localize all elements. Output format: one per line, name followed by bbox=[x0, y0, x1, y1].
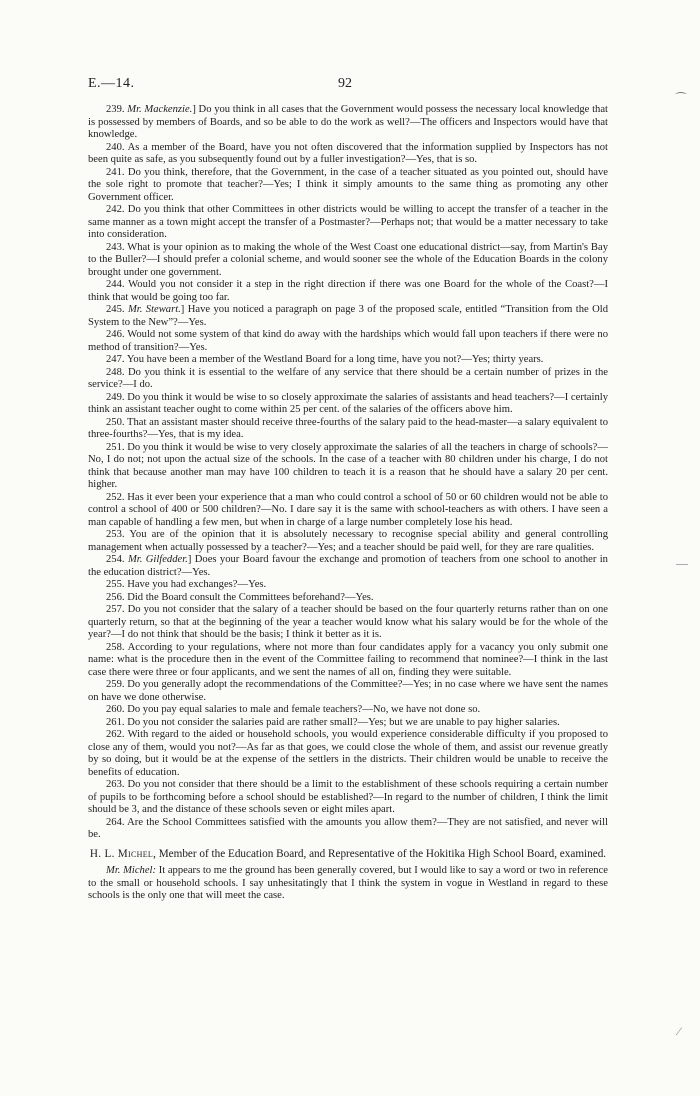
statement-speaker: Mr. Michel: bbox=[106, 865, 157, 876]
question-paragraph bbox=[88, 354, 608, 367]
question-text: Are the School Committees satisfied with the amounts you allow them?—They are not satisfied, and never will be. bbox=[88, 816, 608, 840]
question-text: Do you think in all cases that the Government would possess the necessary local knowledge that is possessed by members of Boards, and so be able to do the work as well?—The officers and Inspectors would have that knowledge. bbox=[88, 104, 608, 140]
question-text: Do you generally adopt the recommendations of the Committee?—Yes; in no case where we have sent the names on have we done otherwise. bbox=[88, 679, 608, 703]
question-paragraph bbox=[88, 242, 608, 280]
question-paragraph bbox=[88, 167, 608, 205]
question-paragraph bbox=[88, 392, 608, 417]
question-number: 239. bbox=[106, 104, 125, 115]
question-number: 258. bbox=[106, 641, 125, 653]
question-text: With regard to the aided or household schools, you would experience considerable difficulty if you proposed to close any of them, would you not?—As far as that goes, we could close the whole of them, and assist our revenue greatly by so doing, but it would be at the expense of the settlers in the districts. Their children would be unable to receive the benefits of education. bbox=[88, 729, 608, 778]
question-text: Do you not consider the salaries paid are rather small?—Yes; but we are unable to pay higher salaries. bbox=[127, 716, 560, 728]
question-number: 246. bbox=[106, 329, 125, 340]
speaker-name: Mr. Stewart. bbox=[127, 304, 181, 315]
question-text: As a member of the Board, have you not often discovered that the information supplied by Inspectors has not been quite as safe, as you subsequently found out by a fuller investigation?—Yes, that is so. bbox=[88, 141, 608, 165]
question-paragraph bbox=[88, 529, 608, 554]
question-text: Do you think that other Committees in other districts would be willing to accept the transfer of a teacher in the same manner as a town might accept the transfer of a Postmaster?—Perhaps not; that would be a matter necessary to take into consideration. bbox=[88, 204, 608, 240]
question-paragraph bbox=[88, 329, 608, 354]
speaker-name: Mr. Mackenzie. bbox=[127, 104, 193, 115]
question-paragraph bbox=[88, 729, 608, 779]
question-paragraph: 245. Mr. Stewart.] Have you noticed a paragraph on page 3 of the proposed scale, entitled “Transition from the Old System to the New”?—Yes. bbox=[88, 304, 608, 328]
witness-description: , Member of the Education Board, and Representative of the Hokitika High School Board, examined. bbox=[153, 847, 607, 860]
page-header bbox=[88, 76, 608, 98]
question-paragraph bbox=[88, 642, 608, 680]
document-page bbox=[88, 76, 608, 903]
question-text: Have you had exchanges?—Yes. bbox=[127, 579, 267, 590]
question-text: According to your regulations, where not more than four candidates apply for a vacancy you only submit one name: what is the procedure then in the event of the Committee failing to recommend that nominee?—I think in the last case there were three or four applicants, and we sent the names of all on, finding they were suitable. bbox=[88, 641, 608, 678]
question-paragraph bbox=[88, 604, 608, 642]
question-number: 251. bbox=[106, 441, 125, 453]
question-number: 240. bbox=[106, 141, 125, 153]
question-text: Do you think, therefore, that the Government, in the case of a teacher situated as you pointed out, should have the sole right to promote that teacher?—Yes; I think it simply amounts to the same thing as promoting any other Government officer. bbox=[88, 166, 608, 203]
question-text: Does your Board favour the exchange and promotion of teachers from one school to another in the education district?—Yes. bbox=[88, 554, 608, 578]
witness-statement bbox=[88, 865, 608, 903]
question-text: You are of the opinion that it is absolutely necessary to recognise special ability and general controlling management when actually possessed by a teacher?—Yes; and a teacher should be paid well, for they are rare qualities. bbox=[88, 529, 608, 553]
question-number: 254. bbox=[106, 554, 125, 565]
question-text: Did the Board consult the Committees beforehand?—Yes. bbox=[127, 591, 374, 603]
question-number: 243. bbox=[106, 241, 125, 253]
question-number: 255. bbox=[106, 579, 125, 590]
question-number: 248. bbox=[106, 366, 125, 378]
question-number: 242. bbox=[106, 204, 125, 215]
question-number: 244. bbox=[106, 279, 125, 290]
question-number: 262. bbox=[106, 729, 125, 740]
question-text: Have you noticed a paragraph on page 3 of the proposed scale, entitled “Transition from the Old System to the New”?—Yes. bbox=[88, 304, 608, 328]
question-paragraph bbox=[88, 367, 608, 392]
question-number: 260. bbox=[106, 704, 125, 715]
testimony-paragraphs bbox=[88, 104, 608, 842]
question-number: 261. bbox=[106, 716, 125, 728]
question-text: Do you think it would be wise to so closely approximate the salaries of assistants and head teachers?—I certainly think an assistant teacher ought to come within 25 per cent. of the salaries of the officers above him. bbox=[88, 391, 608, 415]
question-paragraph bbox=[88, 279, 608, 304]
question-paragraph bbox=[88, 717, 608, 730]
question-paragraph bbox=[88, 592, 608, 605]
question-number: 259. bbox=[106, 679, 125, 690]
question-number: 256. bbox=[106, 591, 125, 603]
question-number: 253. bbox=[106, 529, 125, 540]
question-text: Would you not consider it a step in the right direction if there was one Board for the whole of the Coast?—I think that would be going too far. bbox=[88, 279, 608, 303]
question-text: Do you pay equal salaries to male and female teachers?—No, we have not done so. bbox=[127, 704, 481, 715]
statement-text: It appears to me the ground has been generally covered, but I would like to say a word or two in reference to the small or household schools. I say unhesitatingly that I think the system in vogue in Westland in regard to these schools is the only one that will meet the case. bbox=[88, 865, 608, 901]
question-paragraph: 254. Mr. Gilfedder.] Does your Board favour the exchange and promotion of teachers from one school to another in the education district?—Yes. bbox=[88, 554, 608, 578]
speaker-name: Mr. Gilfedder. bbox=[127, 554, 188, 565]
margin-mark-top: ⁀ bbox=[676, 92, 686, 106]
page-number: 92 bbox=[338, 76, 352, 91]
question-paragraph bbox=[88, 679, 608, 704]
question-text: That an assistant master should receive three-fourths of the salary paid to the head-master—a salary equivalent to three-fourths?—Yes, that is my idea. bbox=[88, 416, 608, 440]
question-text: What is your opinion as to making the whole of the West Coast one educational district—say, from Martin's Bay to the Buller?—I should prefer a colonial scheme, and would sooner see the whole of the Education Boards in the colony brought under one government. bbox=[88, 241, 608, 278]
question-paragraph bbox=[88, 579, 608, 592]
section-code: E.—14. bbox=[88, 76, 135, 91]
question-text: Do you not consider that the salary of a teacher should be based on the four quarterly returns rather than on one quarterly return, so that at the beginning of the year a teacher would know what his salary would be for the whole of the year?—I do not think that should be the basis; I think it better as it is. bbox=[88, 604, 608, 640]
margin-mark-bottom: ⁄ bbox=[678, 1024, 681, 1038]
question-text: Do you not consider that there should be a limit to the establishment of these schools requiring a certain number of pupils to be forthcoming before a school should be established?—In regard to the number of children, I think the limit should be 3, and the distance of these schools seven or eight miles apart. bbox=[88, 779, 608, 815]
witness-heading bbox=[88, 848, 608, 862]
question-text: Do you think it would be wise to very closely approximate the salaries of all the teachers in charge of schools?—No, I do not; not upon the actual size of the schools. In the case of a teacher with 80 children under his charge, I do not think that because another man may have 100 children to teach it is a reason that he should have a salary 20 per cent. higher. bbox=[88, 441, 608, 490]
question-paragraph bbox=[88, 492, 608, 530]
question-paragraph bbox=[88, 779, 608, 817]
question-paragraph bbox=[88, 204, 608, 242]
question-number: 257. bbox=[106, 604, 125, 615]
question-text: Has it ever been your experience that a man who could control a school of 50 or 60 children would not be able to control a school of 400 or 500 children?—No. I dare say it is the same with school-teachers as with others. I have seen a man capable of handling a few men, but when in charge of a large number completely lose his head. bbox=[88, 491, 608, 528]
witness-name: H. L. Michel bbox=[89, 847, 154, 860]
question-number: 245. bbox=[106, 304, 125, 315]
question-number: 264. bbox=[106, 816, 125, 828]
question-text: Would not some system of that kind do away with the hardships which would fall upon teachers if there were no method of transition?—Yes. bbox=[88, 329, 608, 353]
question-number: 263. bbox=[106, 779, 125, 790]
margin-mark-middle: — bbox=[676, 556, 688, 570]
question-number: 247. bbox=[106, 354, 125, 365]
question-paragraph: 239. Mr. Mackenzie.] Do you think in all cases that the Government would possess the necessary local knowledge that is possessed by members of Boards, and so be able to do the work as well?—The officers and Inspectors would have that knowledge. bbox=[88, 104, 608, 140]
question-paragraph bbox=[88, 417, 608, 442]
question-number: 252. bbox=[106, 491, 125, 503]
question-paragraph bbox=[88, 142, 608, 167]
question-paragraph bbox=[88, 442, 608, 492]
question-number: 241. bbox=[106, 166, 125, 178]
question-text: You have been a member of the Westland Board for a long time, have you not?—Yes; thirty years. bbox=[126, 354, 544, 365]
question-text: Do you think it is essential to the welfare of any service that there should be a certain number of prizes in the service?—I do. bbox=[88, 366, 609, 390]
question-paragraph bbox=[88, 704, 608, 717]
question-number: 249. bbox=[106, 391, 125, 403]
question-paragraph bbox=[88, 817, 608, 842]
question-number: 250. bbox=[106, 416, 125, 428]
